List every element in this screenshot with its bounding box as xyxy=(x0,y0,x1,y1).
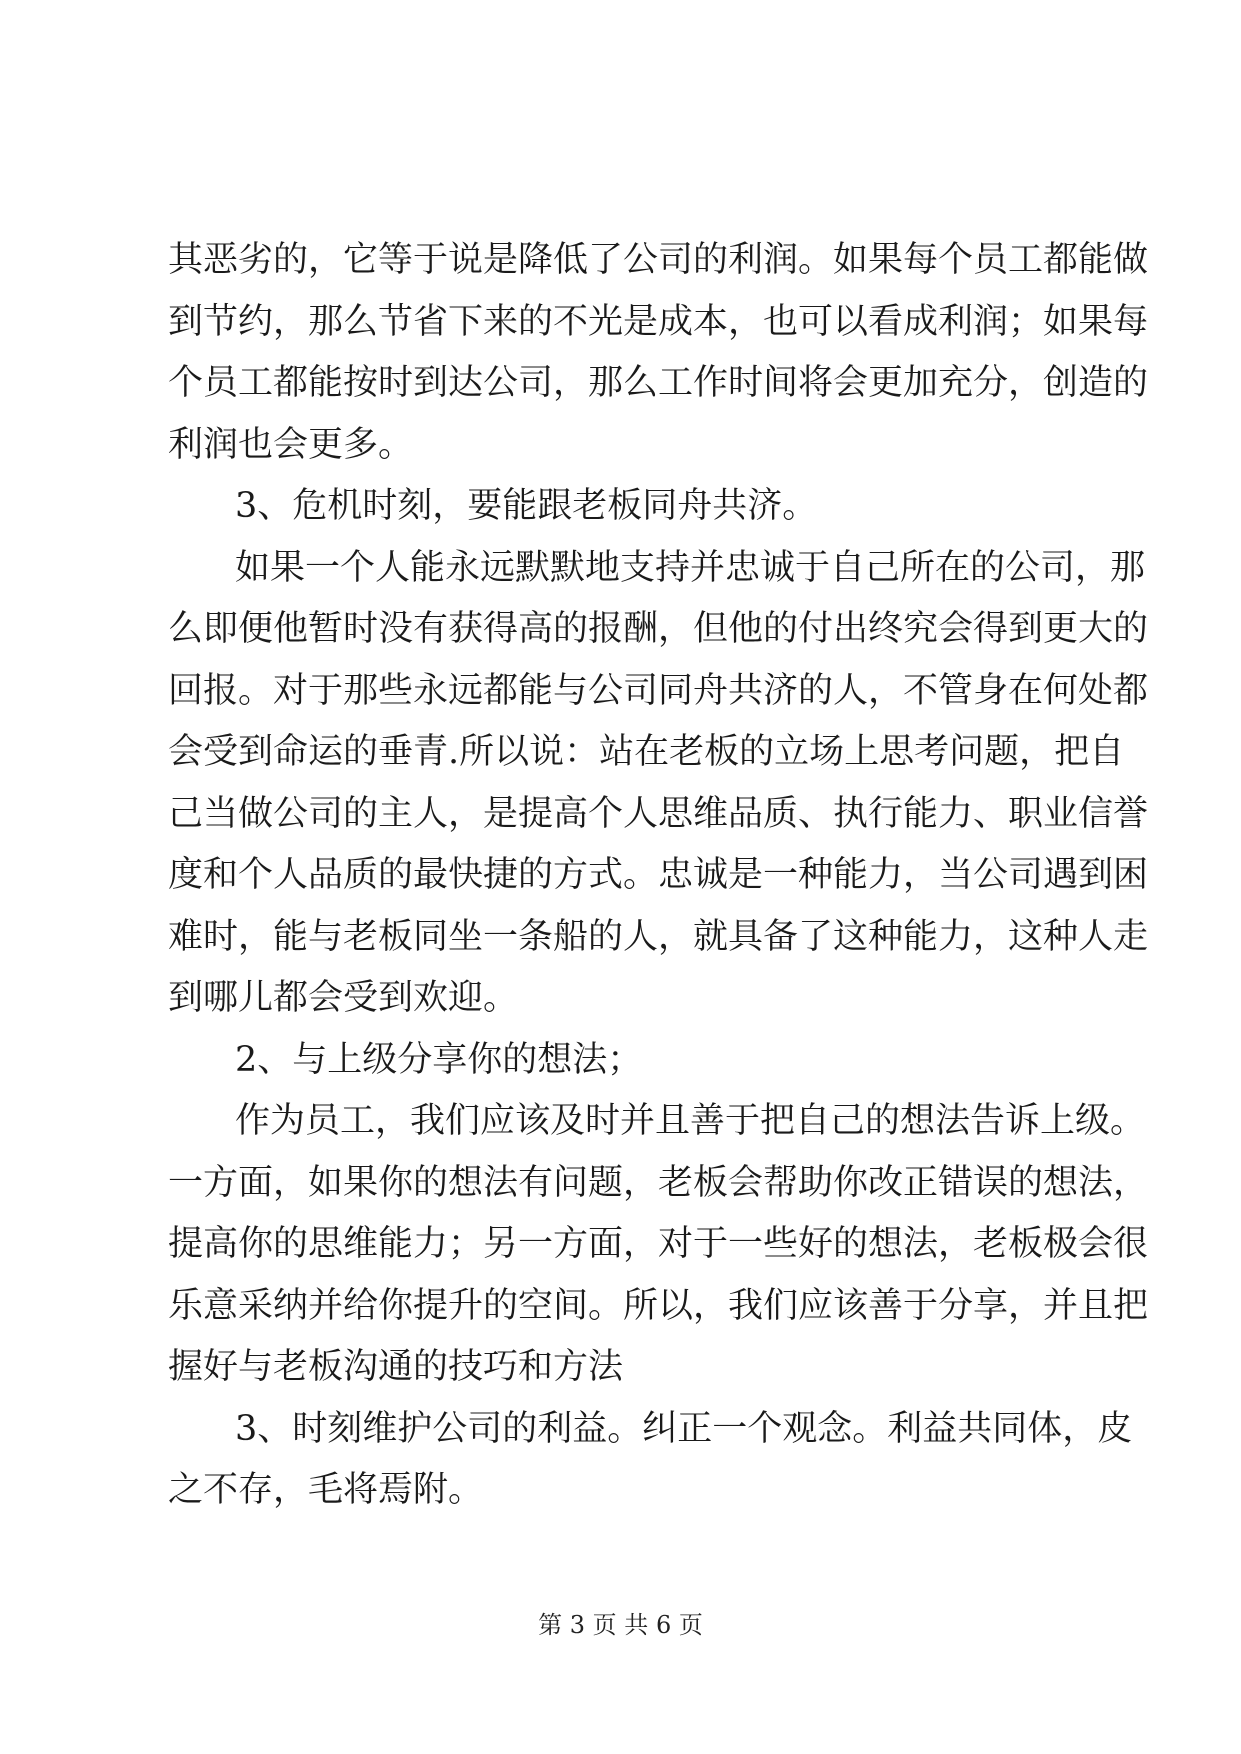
text-line: 会受到命运的垂青.所以说：站在老板的立场上思考问题，把自 xyxy=(168,732,1125,772)
text-line: 乐意采纳并给你提升的空间。所以，我们应该善于分享，并且把 xyxy=(168,1285,1149,1326)
text-line: 么即便他暂时没有获得高的报酬，但他的付出终究会得到更大的 xyxy=(168,609,1149,649)
text-line: 到哪儿都会受到欢迎。 xyxy=(168,978,519,1018)
section-heading: 2、与上级分享你的想法； xyxy=(235,1039,643,1080)
text-line: 个员工都能按时到达公司，那么工作时间将会更加充分，创造的 xyxy=(168,363,1149,403)
text-line: 难时，能与老板同坐一条船的人，就具备了这种能力，这种人走 xyxy=(168,916,1149,957)
text-line: 其恶劣的，它等于说是降低了公司的利润。如果每个员工都能做 xyxy=(168,240,1149,280)
text-line: 之不存，毛将焉附。 xyxy=(168,1470,484,1510)
text-line: 己当做公司的主人，是提高个人思维品质、执行能力、职业信誉 xyxy=(168,793,1149,834)
page-footer: 第 3 页 共 6 页 xyxy=(538,1611,703,1639)
text-line: 提高你的思维能力；另一方面，对于一些好的想法，老板极会很 xyxy=(168,1224,1149,1264)
text-line: 利润也会更多。 xyxy=(168,424,414,465)
text-line: 如果一个人能永远默默地支持并忠诚于自己所在的公司，那 xyxy=(235,547,1146,588)
text-line: 度和个人品质的最快捷的方式。忠诚是一种能力，当公司遇到困 xyxy=(168,855,1149,895)
text-line: 回报。对于那些永远都能与公司同舟共济的人，不管身在何处都 xyxy=(168,670,1149,711)
document-body xyxy=(168,230,1149,1522)
text-line: 握好与老板沟通的技巧和方法 xyxy=(168,1347,624,1387)
text-line: 到节约，那么节省下来的不光是成本，也可以看成利润；如果每 xyxy=(168,301,1149,342)
section-heading: 3、时刻维护公司的利益。纠正一个观念。利益共同体，皮 xyxy=(235,1408,1133,1449)
section-heading: 3、危机时刻，要能跟老板同舟共济。 xyxy=(235,486,818,526)
text-line: 一方面，如果你的想法有问题，老板会帮助你改正错误的想法， xyxy=(168,1162,1149,1203)
text-line: 作为员工，我们应该及时并且善于把自己的想法告诉上级。 xyxy=(235,1101,1146,1141)
